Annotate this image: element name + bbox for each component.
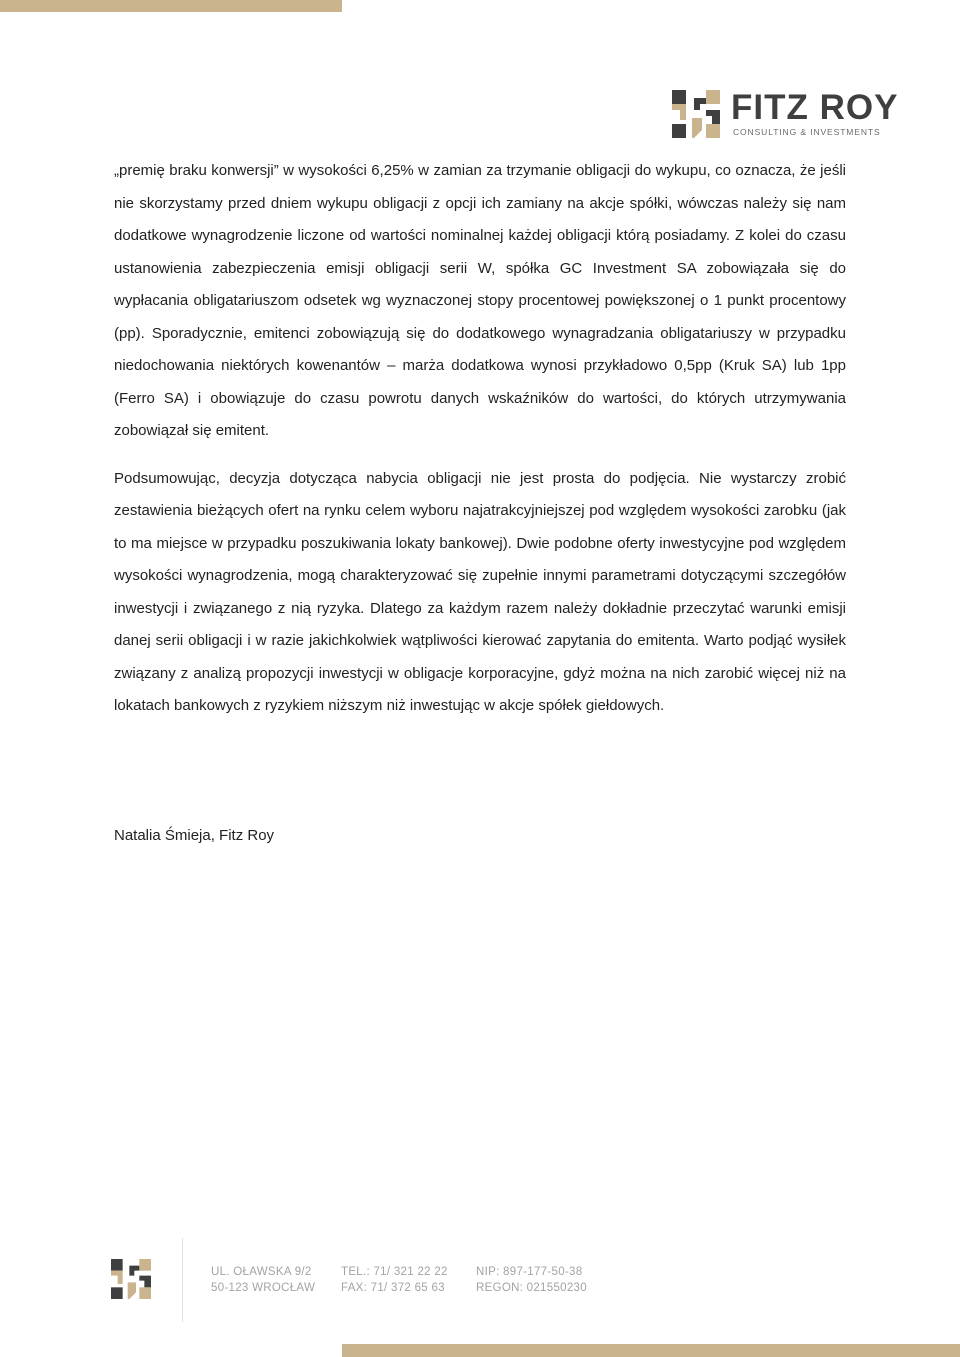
paragraph: „premię braku konwersji” w wysokości 6,25% w zamian za trzymanie obligacji do wykupu, co oznacza, że jeśli nie skorzystamy przed dniem wykupu obligacji z opcji ich zamiany na akcje spółki, wówczas należy się nam dodatkowe wynagrodzenie liczone od wartości nominalnej każdej obligacji którą posiadamy. Z kolei do czasu ustanowienia zabezpieczenia emisji obligacji serii W, spółka GC Investment SA zobowiązała się do wypłacania obligatariuszom odsetek wg wyznaczonej stopy procentowej powiększonej o 1 punkt procentowy (pp). Sporadycznie, emitenci zobowiązują się do dodatkowego wynagradzania obligatariuszy w przypadku niedochowania niektórych kowenantów – marża dodatkowa wynosi przykładowo 0,5pp (Kruk SA) lub 1pp (Ferro SA) i obowiązuje do czasu powrotu danych wskaźników do wartości, do których utrzymywania zobowiązał się emitent. [114,162,846,439]
footer-registration [476,1264,587,1296]
bottom-accent-bar [342,1344,960,1357]
footer-contact [341,1264,448,1296]
regon-number: REGON: 021550230 [476,1282,587,1294]
address-city: 50-123 WROCŁAW [211,1282,316,1294]
phone-number: TEL.: 71/ 321 22 22 [341,1266,448,1278]
top-accent-bar [0,0,342,12]
company-logo [672,90,907,140]
signature: Natalia Śmieja, Fitz Roy [114,827,275,844]
paragraph: Podsumowując, decyzja dotycząca nabycia obligacji nie jest prosta do podjęcia. Nie wystarczy zrobić zestawienia bieżących ofert na rynku celem wyboru najatrakcyjniejszej pod względem wysokości zarobku (jak to ma miejsce w przypadku poszukiwania lokaty bankowej). Dwie podobne oferty inwestycyjne pod względem wysokości wynagrodzenia, mogą charakteryzować się zupełnie innymi parametrami dotyczącymi szczegółów inwestycji i związanego z nią ryzyka. Dlatego za każdym razem należy dokładnie przeczytać warunki emisji danej serii obligacji i w razie jakichkolwiek wątpliwości kierować zapytania do emitenta. Warto podjąć wysiłek związany z analizą propozycji inwestycji w obligacje korporacyjne, gdyż można na nich zarobić więcej niż na lokatach bankowych z ryzykiem niższym niż inwestując w akcje spółek giełdowych. [114,469,846,714]
address-street: UL. OŁAWSKA 9/2 [211,1266,312,1278]
letter-body [114,155,846,723]
fitz-roy-logo-mark-icon [672,90,720,138]
footer-address [211,1264,315,1296]
fax-number: FAX: 71/ 372 65 63 [341,1282,445,1294]
logo-wordmark: FITZ ROY [731,88,899,127]
footer-divider [182,1238,183,1322]
nip-number: NIP: 897-177-50-38 [476,1266,583,1278]
logo-tagline: CONSULTING & INVESTMENTS [733,127,881,137]
footer-logo-mark-icon [109,1259,153,1299]
